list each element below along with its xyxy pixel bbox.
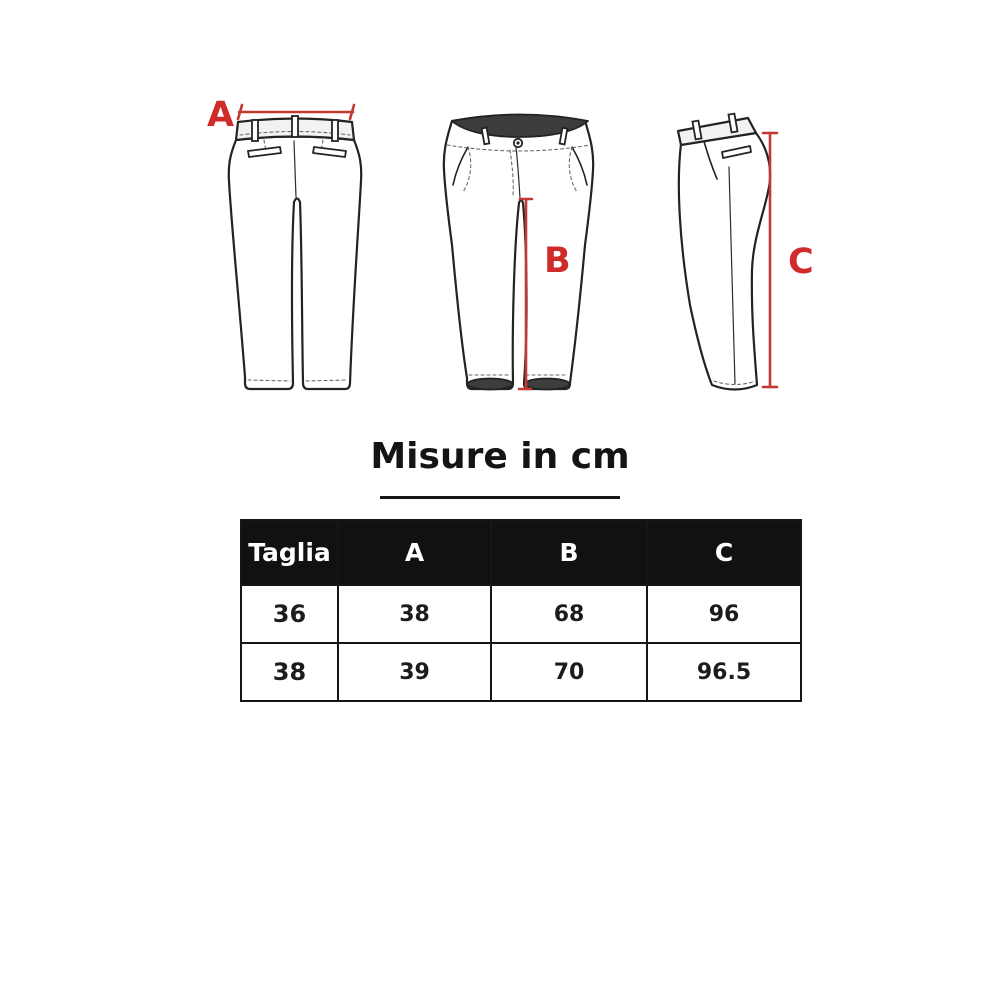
table-row (241, 585, 801, 643)
size-table (240, 519, 802, 702)
belt-loop-icon (252, 120, 258, 141)
cell-38-a: 39 (338, 643, 491, 701)
cell-36-b: 68 (491, 585, 647, 643)
page-title: Misure in cm (370, 436, 630, 477)
table-row (241, 643, 801, 701)
cell-36-a: 38 (338, 585, 491, 643)
measure-label-b: B (544, 241, 571, 281)
header-b: B (491, 520, 647, 585)
pants-front-body (444, 115, 593, 389)
cell-38-b: 70 (491, 643, 647, 701)
pants-front-view-illustration (430, 95, 610, 410)
pants-back-view-illustration (195, 95, 380, 410)
pants-side-view-illustration (650, 95, 820, 405)
header-taglia: Taglia (241, 520, 338, 585)
belt-loop-icon (332, 120, 338, 141)
pants-side-body (679, 133, 770, 390)
cell-36-c: 96 (647, 585, 801, 643)
header-a: A (338, 520, 491, 585)
hem-opening-left (468, 379, 513, 390)
size-table-header-row (241, 520, 801, 585)
cell-size-38: 38 (241, 643, 338, 701)
waist-button-center (516, 141, 519, 144)
cell-38-c: 96.5 (647, 643, 801, 701)
measure-label-c: C (788, 242, 814, 282)
belt-loop-icon (292, 116, 298, 137)
measure-label-a: A (207, 95, 235, 135)
header-c: C (647, 520, 801, 585)
title-underline (380, 496, 620, 499)
cell-size-36: 36 (241, 585, 338, 643)
